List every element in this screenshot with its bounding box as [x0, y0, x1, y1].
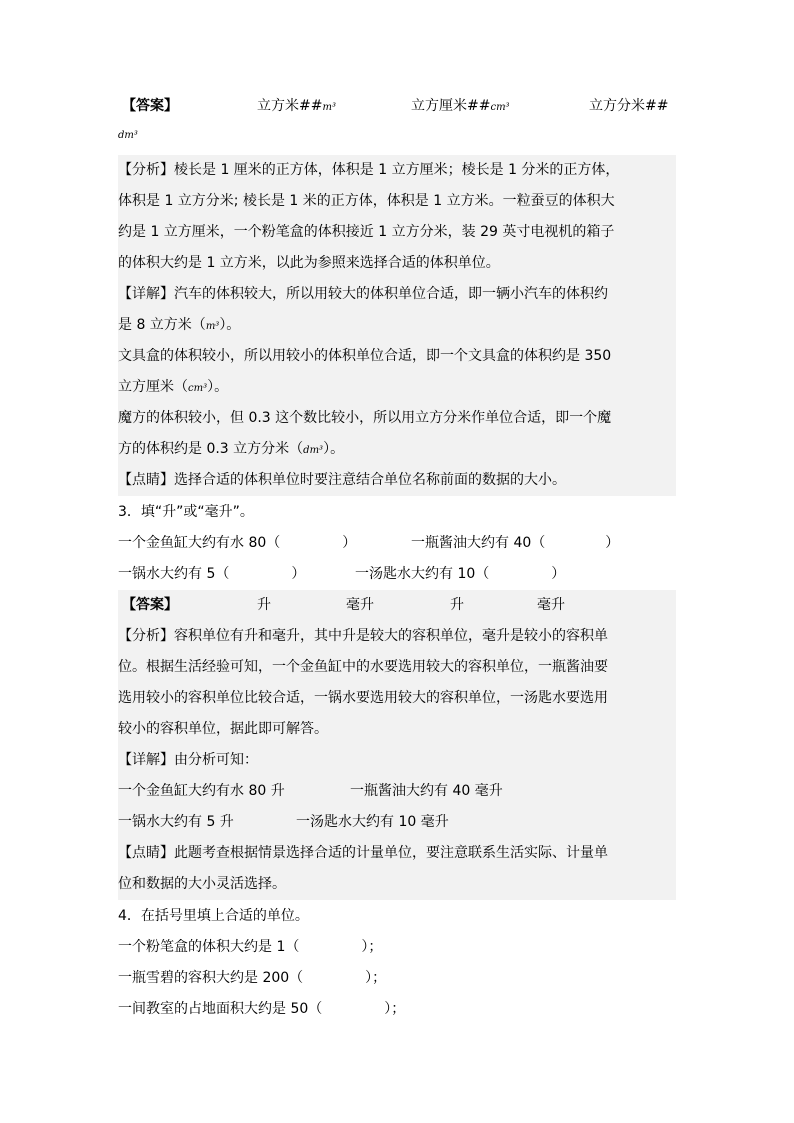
detail-item: 一汤匙水大约有 10 毫升: [296, 814, 449, 830]
analysis-line: 【分析】棱长是 1 厘米的正方体，体积是 1 立方厘米；棱长是 1 分米的正方体，: [118, 155, 676, 186]
answer-item: 立方分米##: [589, 98, 669, 114]
question-item: 一个金鱼缸大约有水 80（ ）: [118, 535, 357, 551]
detail-item: 一锅水大约有 5 升: [118, 814, 234, 830]
answer-row: [118, 91, 676, 122]
analysis-line: 约是 1 立方厘米，一个粉笔盒的体积接近 1 立方分米，装 29 英寸电视机的箱子: [118, 217, 676, 248]
analysis-line: 体积是 1 立方分米; 棱长是 1 米的正方体，体积是 1 立方米。一粒蚕豆的体积大: [118, 186, 676, 217]
tip-line: 【点睛】此题考查根据情景选择合适的计量单位，要注意联系生活实际、计量单: [118, 838, 676, 869]
detail-line: 文具盒的体积较小，所以用较小的体积单位合适，即一个文具盒的体积约是 350: [118, 341, 676, 372]
analysis-line: 较小的容积单位，据此即可解答。: [118, 714, 676, 745]
detail-line: 魔方的体积较小，但 0.3 这个数比较小，所以用立方分米作单位合适，即一个魔: [118, 403, 676, 434]
analysis-line: 【分析】容积单位有升和毫升，其中升是较大的容积单位，毫升是较小的容积单: [118, 621, 676, 652]
question-row: [118, 559, 676, 590]
detail-line: 【详解】汽车的体积较大，所以用较大的体积单位合适，即一辆小汽车的体积约: [118, 279, 676, 310]
detail-line: 是 8 立方米（m³）。: [118, 310, 676, 341]
answer-tag: 【答案】: [122, 597, 178, 613]
detail-line: 【详解】由分析可知：: [118, 745, 676, 776]
answer-row: [118, 590, 676, 621]
question-item: 一瓶酱油大约有 40（ ）: [411, 535, 620, 551]
analysis-line: 位。根据生活经验可知，一个金鱼缸中的水要选用较大的容积单位，一瓶酱油要: [118, 652, 676, 683]
detail-item: 一个金鱼缸大约有水 80 升: [118, 783, 285, 799]
tip-line: 位和数据的大小灵活选择。: [118, 869, 676, 900]
answer-item: 立方厘米##cm³: [411, 98, 510, 114]
question-row: 一间教室的占地面积大约是 50（ ）；: [118, 1001, 406, 1017]
tip-line: 【点睛】选择合适的体积单位时要注意结合单位名称前面的数据的大小。: [118, 465, 676, 496]
detail-item: 一瓶酱油大约有 40 毫升: [350, 783, 503, 799]
question-title: 3．填“升”或“毫升”。: [118, 504, 254, 520]
answer-unit: dm³: [118, 130, 138, 141]
answer-item: 立方米##m³: [257, 98, 336, 114]
analysis-line: 的体积大约是 1 立方米，以此为参照来选择合适的体积单位。: [118, 248, 676, 279]
question-title: 4．在括号里填上合适的单位。: [118, 908, 309, 924]
detail-row: [118, 807, 676, 838]
answer-item: 升: [257, 597, 271, 613]
question-row: 一个粉笔盒的体积大约是 1（ ）；: [118, 939, 383, 955]
question-item: 一锅水大约有 5（ ）: [118, 566, 306, 582]
question-row: 一瓶雪碧的容积大约是 200（ ）；: [118, 970, 387, 986]
detail-line: 立方厘米（cm³）。: [118, 372, 676, 403]
question-row: [118, 528, 676, 559]
analysis-line: 选用较小的容积单位比较合适，一锅水要选用较大的容积单位，一汤匙水要选用: [118, 683, 676, 714]
answer-item: 毫升: [346, 597, 374, 613]
answer-item: 升: [450, 597, 464, 613]
question-item: 一汤匙水大约有 10（ ）: [355, 566, 566, 582]
answer-row-wrap: [118, 123, 676, 145]
detail-row: [118, 776, 676, 807]
detail-line: 方的体积约是 0.3 立方分米（dm³）。: [118, 434, 676, 465]
answer-item: 毫升: [537, 597, 565, 613]
answer-tag: 【答案】: [122, 98, 178, 114]
